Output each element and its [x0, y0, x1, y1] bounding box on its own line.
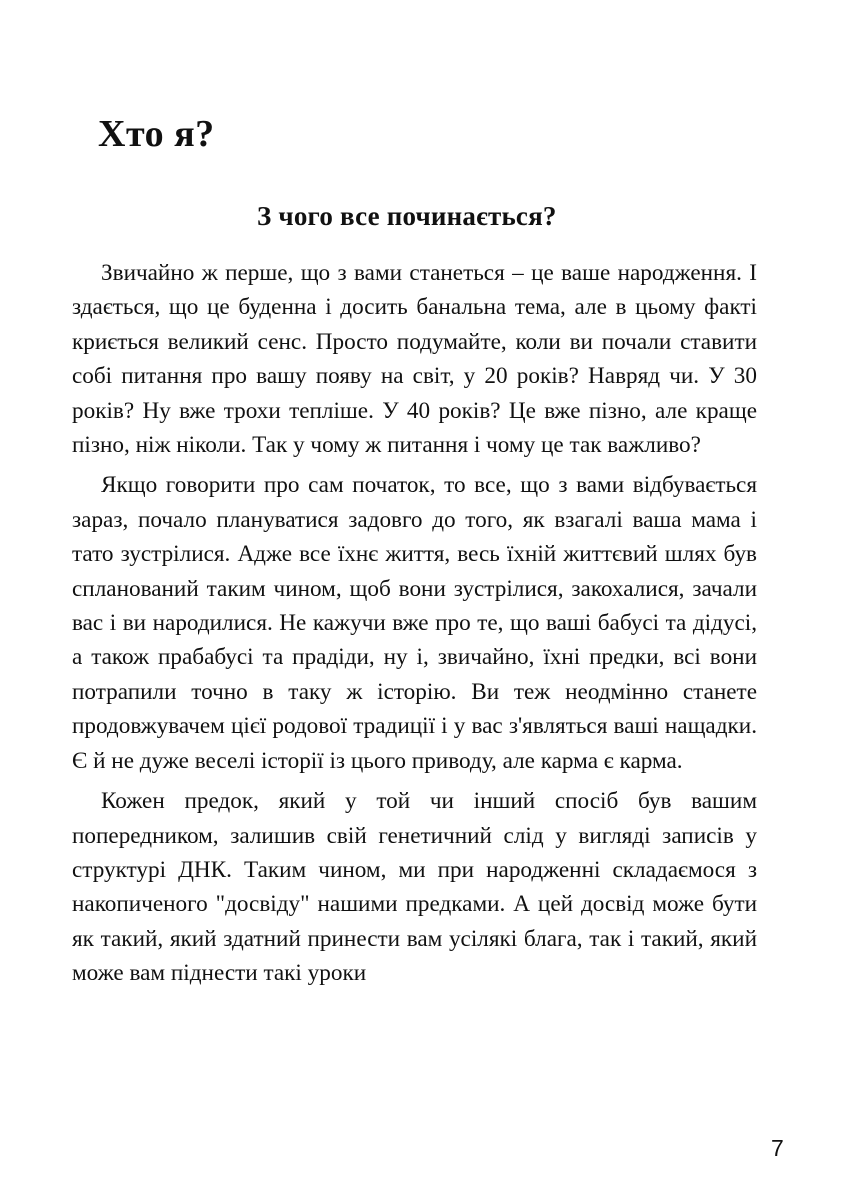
body-text — [72, 256, 757, 997]
page-number: 7 — [771, 1135, 784, 1161]
paragraph-beginning: Якщо говорити про сам початок, то все, що з вами відбувається зараз, почало плануватися задовго до того, як взагалі ваша мама і тато зустрілися. Адже все їхнє життя, весь їхній життєвий шлях був спланований таким чином, щоб вони зустрілися, закохалися, зачали вас і ви народилися. Не кажучи вже про те, що ваші бабусі та дідусі, а також прабабусі та прадіди, ну і, звичайно, їхні предки, всі вони потрапили точно в таку ж історію. Ви теж неодмінно станете продовжувачем цієї родової традиції і у вас з'являться ваші нащадки. Є й не дуже веселі історії із цього приводу, але карма є карма. — [72, 472, 757, 774]
paragraph-ancestors: Кожен предок, який у той чи інший спосіб був вашим попередником, залишив свій генетичний слід у вигляді записів у структурі ДНК. Таким чином, ми при народженні складаємося з накопиченого "досвіду" нашими предками. А цей досвід може бути як такий, який здатний принести вам усілякі блага, так і такий, який може вам піднести такі уроки — [72, 788, 757, 987]
paragraph-birth: Звичайно ж перше, що з вами станеться – це ваше народження. І здається, що це буденна і досить банальна тема, але в цьому факті криється великий сенс. Просто подумайте, коли ви почали ставити собі питання про вашу появу на світ, у 20 років? Навряд чи. У 30 років? Ну вже трохи тепліше. У 40 років? Це вже пізно, але краще пізно, ніж ніколи. Так у чому ж питання і чому це так важливо? — [72, 260, 757, 459]
chapter-title: Хто я? — [98, 113, 215, 155]
section-title: З чого все починається? — [257, 201, 557, 231]
